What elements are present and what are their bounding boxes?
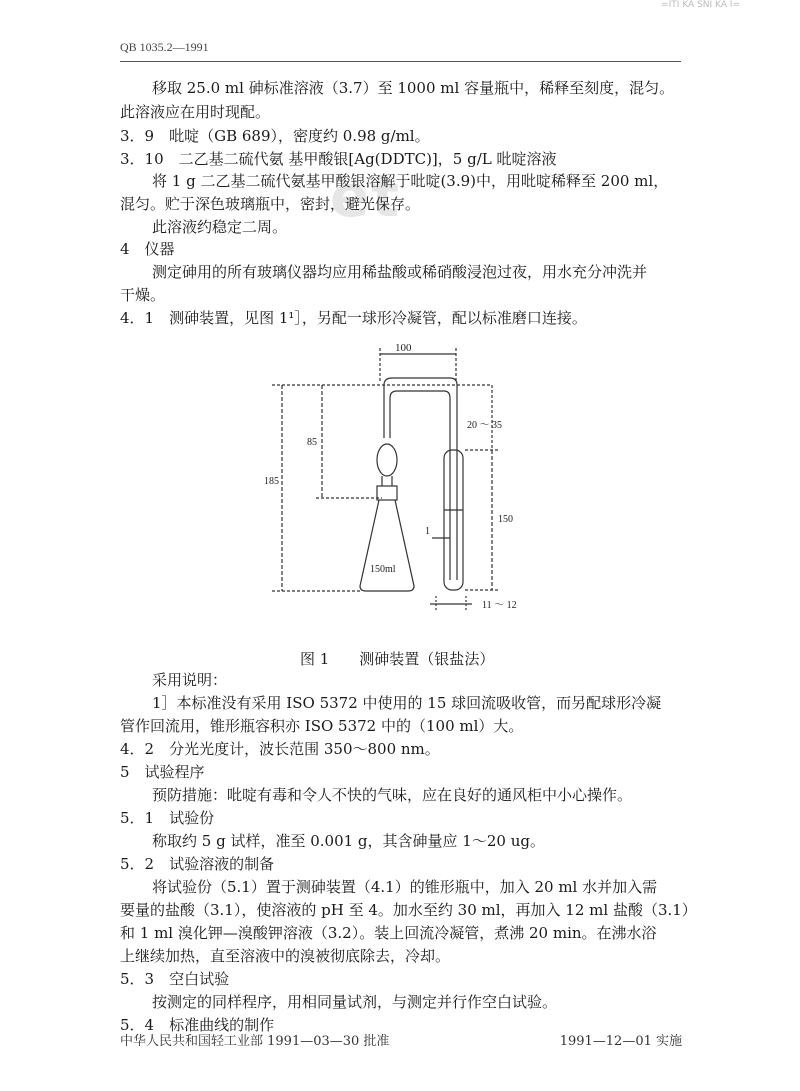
watermark: et: [330, 162, 402, 230]
paragraph-line: 移取 25.0 ml 砷标准溶液（3.7）至 1000 ml 容量瓶中，稀释至刻度，混匀。: [152, 79, 675, 97]
clause-5-4: 5．4 标准曲线的制作: [120, 1016, 275, 1034]
paragraph-line: 此溶液约稳定二周。: [152, 218, 288, 236]
dimension-label: 185: [264, 476, 279, 487]
section-5-heading: 5 试验程序: [120, 763, 205, 781]
dimension-label: 150: [498, 514, 513, 525]
approval-date: 中华人民共和国轻工业部 1991—03—30 批准: [120, 1034, 390, 1049]
clause-5-3: 5．3 空白试验: [120, 970, 230, 988]
flask-volume-label: 150ml: [370, 564, 396, 575]
header-rule: [120, 61, 681, 62]
section-4-heading: 4 仪器: [120, 240, 175, 258]
paragraph-line: 将试验份（5.1）置于测砷装置（4.1）的锥形瓶中，加入 20 ml 水并加入需: [152, 878, 658, 896]
figure-caption: 图 1 测砷装置（银盐法）: [300, 650, 495, 668]
clause-3-10: 3．10 二乙基二硫代氨 基甲酸银[Ag(DDTC)]，5 g/L 吡啶溶液: [120, 150, 557, 168]
paragraph-line: 预防措施：吡啶有毒和令人不快的气味，应在良好的通风柜中小心操作。: [152, 786, 633, 804]
apparatus-diagram: [260, 338, 530, 628]
implementation-date: 1991—12—01 实施: [559, 1034, 682, 1049]
top-mark: =ITI KA SNI KA I=: [661, 0, 740, 10]
clause-5-1: 5．1 试验份: [120, 809, 215, 827]
paragraph-line: 按测定的同样程序，用相同量试剂，与测定并行作空白试验。: [152, 993, 558, 1011]
paragraph-line: 混匀。贮于深色玻璃瓶中，密封，避光保存。: [120, 195, 421, 213]
paragraph-line: 上继续加热，直至溶液中的溴被彻底除去，冷却。: [120, 947, 451, 965]
clause-5-2: 5．2 试验溶液的制备: [120, 855, 275, 873]
dimension-label: 11 ～ 12: [482, 600, 517, 611]
paragraph-line: 将 1 g 二乙基二硫代氨基甲酸银溶解于吡啶(3.9)中，用吡啶稀释至 200 ml，: [152, 172, 669, 190]
dimension-label: 1: [425, 526, 430, 537]
paragraph-line: 和 1 ml 溴化钾—溴酸钾溶液（3.2）。装上回流冷凝管，煮沸 20 min。在沸水浴: [120, 924, 657, 942]
clause-4-2: 4．2 分光光度计，波长范围 350～800 nm。: [120, 740, 440, 758]
note-line: 1］本标准没有采用 ISO 5372 中使用的 15 球回流吸收管，而另配球形冷凝: [152, 694, 662, 712]
paragraph-line: 要量的盐酸（3.1），使溶液的 pH 至 4。加水至约 30 ml，再加入 12 ml 盐酸（3.1）: [120, 901, 697, 919]
dimension-label: 20 ～ 35: [467, 420, 502, 431]
paragraph-line: 干燥。: [120, 286, 166, 304]
standard-code: QB 1035.2—1991: [120, 40, 209, 54]
paragraph-line: 称取约 5 g 试样，准至 0.001 g，其含砷量应 1～20 ug。: [152, 832, 545, 850]
dimension-label: 85: [307, 437, 317, 448]
clause-3-9: 3．9 吡啶（GB 689），密度约 0.98 g/ml。: [120, 127, 430, 145]
paragraph-line: 此溶液应在用时现配。: [120, 103, 271, 121]
note-heading: 采用说明：: [152, 671, 228, 689]
dimension-label: 100: [395, 342, 412, 354]
clause-4-1: 4．1 测砷装置，见图 1¹］，另配一球形冷凝管，配以标准磨口连接。: [120, 309, 587, 327]
figure-apparatus: [260, 338, 530, 632]
paragraph-line: 测定砷用的所有玻璃仪器均应用稀盐酸或稀硝酸浸泡过夜，用水充分冲洗并: [152, 263, 648, 281]
note-line: 管作回流用，锥形瓶容积亦 ISO 5372 中的（100 ml）大。: [120, 717, 524, 735]
